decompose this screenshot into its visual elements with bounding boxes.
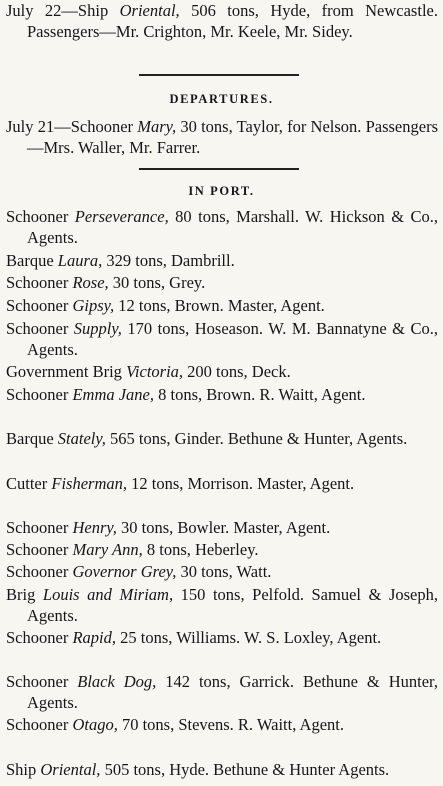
in-port-entry [6,671,438,713]
entry-details: 70 tons, Stevens. R. Waitt, Agent. [117,715,344,734]
vessel-name: Fisherman, [51,474,127,493]
vessel-name: Henry, [72,518,117,537]
entry-details: 170 tons, Hoseason. W. M. Bannatyne & Co., Agents. [27,319,438,359]
entry-prefix: Schooner [6,540,73,559]
entry-prefix: Schooner [6,296,73,315]
entry-prefix: Schooner [6,672,78,691]
entry-details: 80 tons, Marshall. W. Hickson & Co., Agents. [27,207,438,247]
arrival-entry [6,0,438,42]
entry-prefix: Schooner [6,207,75,226]
vessel-name: Supply, [73,319,122,338]
entry-prefix: Brig [6,585,43,604]
in-port-entry [6,272,438,293]
entry-details: 8 tons, Brown. R. Waitt, Agent. [154,385,366,404]
in-port-entry [6,318,438,360]
vessel-name: Rose, [72,273,109,292]
in-port-entry [6,473,438,494]
in-port-entry [6,714,438,735]
vessel-name: Laura, [57,251,103,270]
vessel-name: Victoria, [126,362,184,381]
entry-details: 200 tons, Deck. [183,362,291,381]
in-port-entry [6,517,438,538]
entry-prefix: Schooner [6,628,73,647]
entry-details: 8 tons, Heberley. [142,540,259,559]
entry-details: 12 tons, Brown. Master, Agent. [114,296,325,315]
entry-prefix: Schooner [6,715,73,734]
in-port-entry [6,384,438,405]
entry-prefix: July 22—Ship [6,1,120,20]
section-divider [139,168,299,170]
departure-entry [6,116,438,158]
entry-prefix: Schooner [6,385,73,404]
vessel-name: Gipsy, [72,296,115,315]
vessel-name: Mary, [137,117,177,136]
vessel-name: Stately, [57,429,106,448]
entry-details: 30 tons, Taylor, for Nelson. Passengers—Mrs. Waller, Mr. Farrer. [27,117,438,157]
vessel-name: Perseverance, [74,207,169,226]
entry-details: 12 tons, Morrison. Master, Agent. [127,474,355,493]
vessel-name: Otago, [72,715,118,734]
entry-prefix: Schooner [6,319,74,338]
in-port-entry [6,250,438,271]
entry-details: 30 tons, Grey. [108,273,206,292]
in-port-entry [6,206,438,248]
in-port-heading: IN PORT. [188,184,255,198]
entry-prefix: Cutter [6,474,52,493]
vessel-name: Mary Ann, [72,540,143,559]
in-port-entry [6,627,438,648]
entry-prefix: Barque [6,251,58,270]
in-port-entry [6,428,438,449]
entry-prefix: July 21—Schooner [6,117,138,136]
vessel-name: Oriental, [119,1,180,20]
section-divider [139,74,299,76]
entry-details: 30 tons, Watt. [176,562,272,581]
entry-details: 505 tons, Hyde. Bethune & Hunter Agents. [100,760,390,779]
entry-details: 30 tons, Bowler. Master, Agent. [116,518,331,537]
vessel-name: Black Dog, [77,672,157,691]
vessel-name: Governor Grey, [72,562,177,581]
in-port-entry [6,561,438,582]
entry-prefix: Barque [6,429,58,448]
entry-prefix: Government Brig [6,362,127,381]
entry-details: 329 tons, Dambrill. [102,251,235,270]
in-port-entry [6,295,438,316]
entry-details: 25 tons, Williams. W. S. Loxley, Agent. [116,628,382,647]
in-port-entry [6,361,438,382]
vessel-name: Oriental, [40,760,101,779]
entry-details: 142 tons, Garrick. Bethune & Hunter, Agents. [27,672,438,712]
vessel-name: Emma Jane, [72,385,155,404]
entry-details: 565 tons, Ginder. Bethune & Hunter, Agents. [105,429,408,448]
entry-details: 506 tons, Hyde, from Newcastle. Passengers—Mr. Crighton, Mr. Keele, Mr. Sidey. [27,1,438,41]
vessel-name: Rapid, [72,628,116,647]
entry-prefix: Schooner [6,273,73,292]
entry-prefix: Ship [6,760,41,779]
in-port-entry [6,584,438,626]
entry-prefix: Schooner [6,518,73,537]
in-port-entry [6,759,438,780]
entry-prefix: Schooner [6,562,73,581]
vessel-name: Louis and Miriam, [42,585,174,604]
in-port-entry [6,539,438,560]
departures-heading: DEPARTURES. [169,92,274,106]
entry-details: 150 tons, Pelfold. Samuel & Joseph, Agents. [27,585,438,625]
